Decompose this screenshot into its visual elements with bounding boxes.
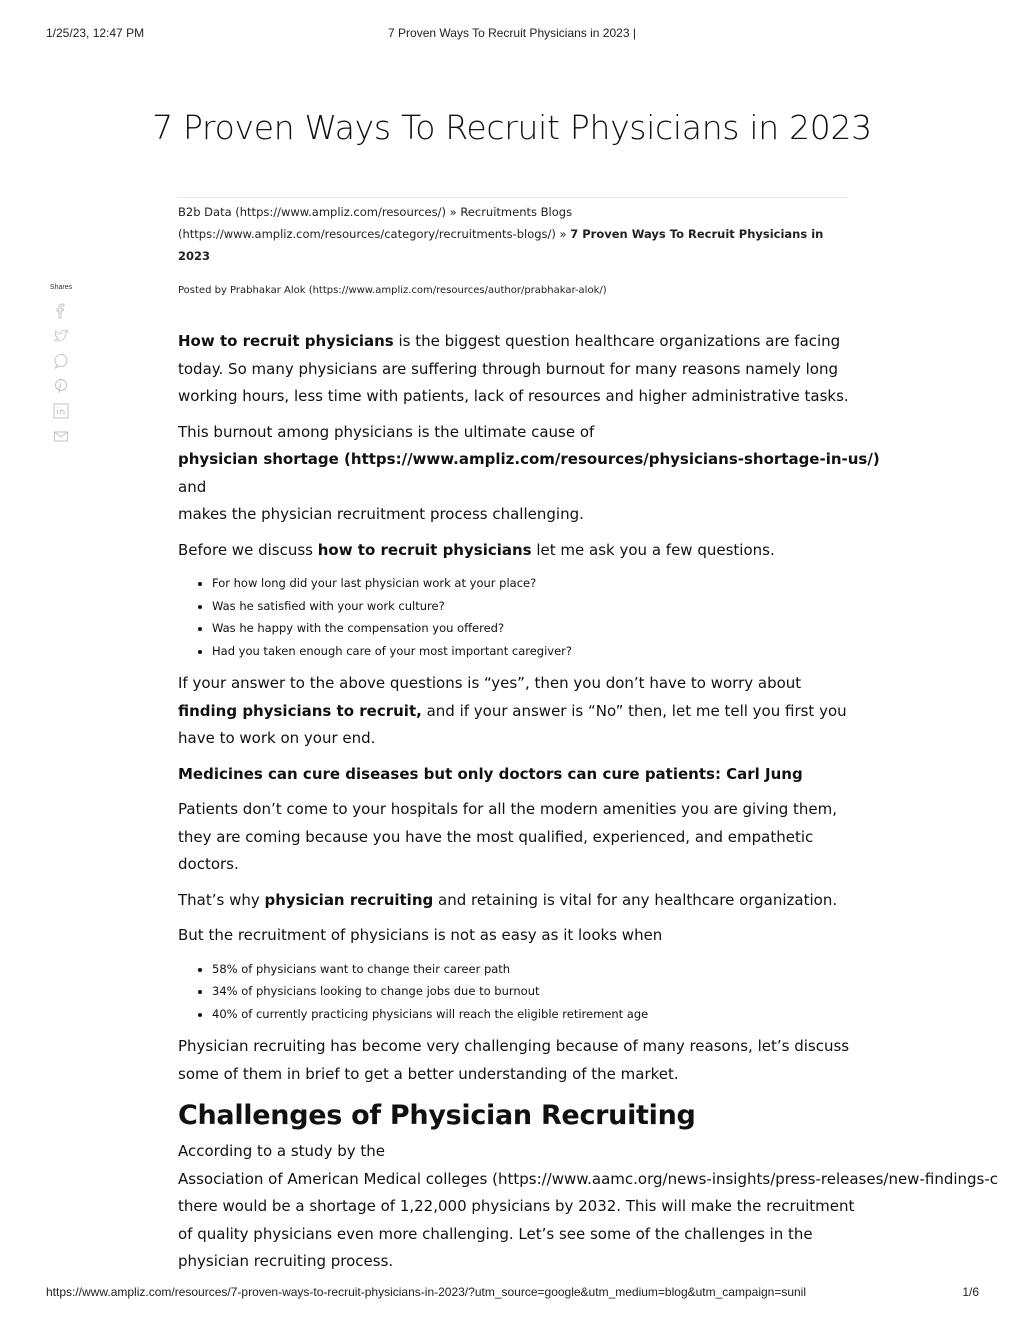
article-body xyxy=(178,328,999,1276)
questions-list xyxy=(178,572,858,662)
answer-text-start: If your answer to the above questions is “yes”, then you don’t have to worry about xyxy=(178,674,802,692)
breadcrumb-current: 7 Proven Ways To Recruit Physicians in 2023 xyxy=(178,227,824,263)
carl-jung-quote: Medicines can cure diseases but only doctors can cure patients: Carl Jung xyxy=(178,764,803,783)
study-text-start: According to a study by the xyxy=(178,1142,385,1160)
print-footer xyxy=(0,1285,1024,1301)
answer-paragraph xyxy=(178,670,858,753)
whatsapp-icon[interactable] xyxy=(53,353,69,369)
facebook-icon[interactable] xyxy=(53,303,69,319)
retaining-paragraph xyxy=(178,887,858,915)
burnout-text-start: This burnout among physicians is the ultimate cause of xyxy=(178,422,595,441)
list-item: • For how long did your last physician work at your place? xyxy=(212,572,858,595)
intro-keyword: How to recruit physicians xyxy=(178,332,394,350)
print-page-number: 1/6 xyxy=(962,1285,979,1299)
challenges-heading: Challenges of Physician Recruiting xyxy=(178,1100,696,1131)
pinterest-icon[interactable] xyxy=(53,378,69,394)
twitter-icon[interactable] xyxy=(53,328,69,344)
breadcrumb-separator: » xyxy=(555,227,571,241)
patients-paragraph: Patients don’t come to your hospitals for all the modern amenities you are giving them, they are coming because you have the most qualified, experienced, and empathetic doctors. xyxy=(178,800,838,873)
questions-intro-keyword: how to recruit physicians xyxy=(317,540,532,559)
statistics-list xyxy=(178,958,858,1026)
burnout-paragraph xyxy=(178,419,880,529)
title-divider xyxy=(178,197,848,198)
breadcrumb xyxy=(178,201,858,267)
author-byline[interactable]: Posted by Prabhakar Alok (https://www.ampliz.com/resources/author/prabhakar-alok/) xyxy=(178,285,607,296)
print-header xyxy=(0,26,1024,42)
burnout-text-end: makes the physician recruitment process challenging. xyxy=(178,505,584,523)
retaining-text-start: That’s why xyxy=(178,890,265,909)
print-page-title: 7 Proven Ways To Recruit Physicians in 2023 | xyxy=(388,26,636,40)
retaining-text-end: and retaining is vital for any healthcare organization. xyxy=(433,890,838,909)
breadcrumb-link-b2b-data[interactable]: B2b Data (https://www.ampliz.com/resources/) xyxy=(178,205,446,219)
questions-intro-start: Before we discuss xyxy=(178,540,318,559)
list-item: • Had you taken enough care of your most important caregiver? xyxy=(212,640,858,663)
list-item: • Was he happy with the compensation you offered? xyxy=(212,617,858,640)
intro-text: is the biggest question healthcare organizations are facing today. So many physicians are suffering through burnout for many reasons namely long working hours, less time with patients, lack of resources and higher administrative tasks. xyxy=(178,332,849,405)
questions-intro-paragraph xyxy=(178,537,858,565)
share-label: Shares xyxy=(49,284,73,291)
answer-text-end: and if your answer is “No” then, let me tell you first you have to work on your end. xyxy=(178,701,847,747)
breadcrumb-recruitments-label: Recruitments Blogs xyxy=(460,205,573,219)
questions-intro-end: let me ask you a few questions. xyxy=(531,540,775,559)
list-item: • 58% of physicians want to change their career path xyxy=(212,958,858,981)
print-datetime: 1/25/23, 12:47 PM xyxy=(46,26,145,40)
email-icon[interactable] xyxy=(53,428,69,444)
retaining-keyword: physician recruiting xyxy=(264,890,434,909)
breadcrumb-separator: » xyxy=(445,205,461,219)
breadcrumb-recruitments-url: (https://www.ampliz.com/resources/category/recruitments-blogs/) xyxy=(178,227,556,241)
list-item: • Was he satisfied with your work culture? xyxy=(212,595,858,618)
print-url: https://www.ampliz.com/resources/7-proven-ways-to-recruit-physicians-in-2023/?utm_source=google&utm_medium=blog&utm_campaign=sunil xyxy=(46,1285,807,1299)
quote-paragraph xyxy=(178,761,858,789)
article-title: 7 Proven Ways To Recruit Physicians in 2023 xyxy=(152,108,872,147)
linkedin-icon[interactable] xyxy=(53,403,69,419)
aamc-link[interactable]: Association of American Medical colleges (https://www.aamc.org/news-insights/press-releases/new-findings-c xyxy=(178,1169,999,1188)
list-item: • 40% of currently practicing physicians will reach the eligible retirement age xyxy=(212,1003,858,1026)
list-item: • 34% of physicians looking to change jobs due to burnout xyxy=(212,980,858,1003)
intro-paragraph xyxy=(178,328,858,411)
share-bar xyxy=(48,284,74,453)
challenging-paragraph: Physician recruiting has become very challenging because of many reasons, let’s discuss some of them in brief to get a better understanding of the market. xyxy=(178,1037,850,1083)
answer-keyword: finding physicians to recruit, xyxy=(178,701,422,720)
study-paragraph xyxy=(178,1138,999,1276)
study-text-end: there would be a shortage of 1,22,000 physicians by 2032. This will make the recruitment of quality physicians even more challenging. Let’s see some of the challenges in the physician recruiting process. xyxy=(178,1197,855,1270)
physician-shortage-link[interactable]: physician shortage (https://www.ampliz.com/resources/physicians-shortage-in-us/) xyxy=(178,450,880,468)
recruitment-difficulty-paragraph: But the recruitment of physicians is not as easy as it looks when xyxy=(178,926,663,944)
burnout-text-mid: and xyxy=(178,477,207,496)
